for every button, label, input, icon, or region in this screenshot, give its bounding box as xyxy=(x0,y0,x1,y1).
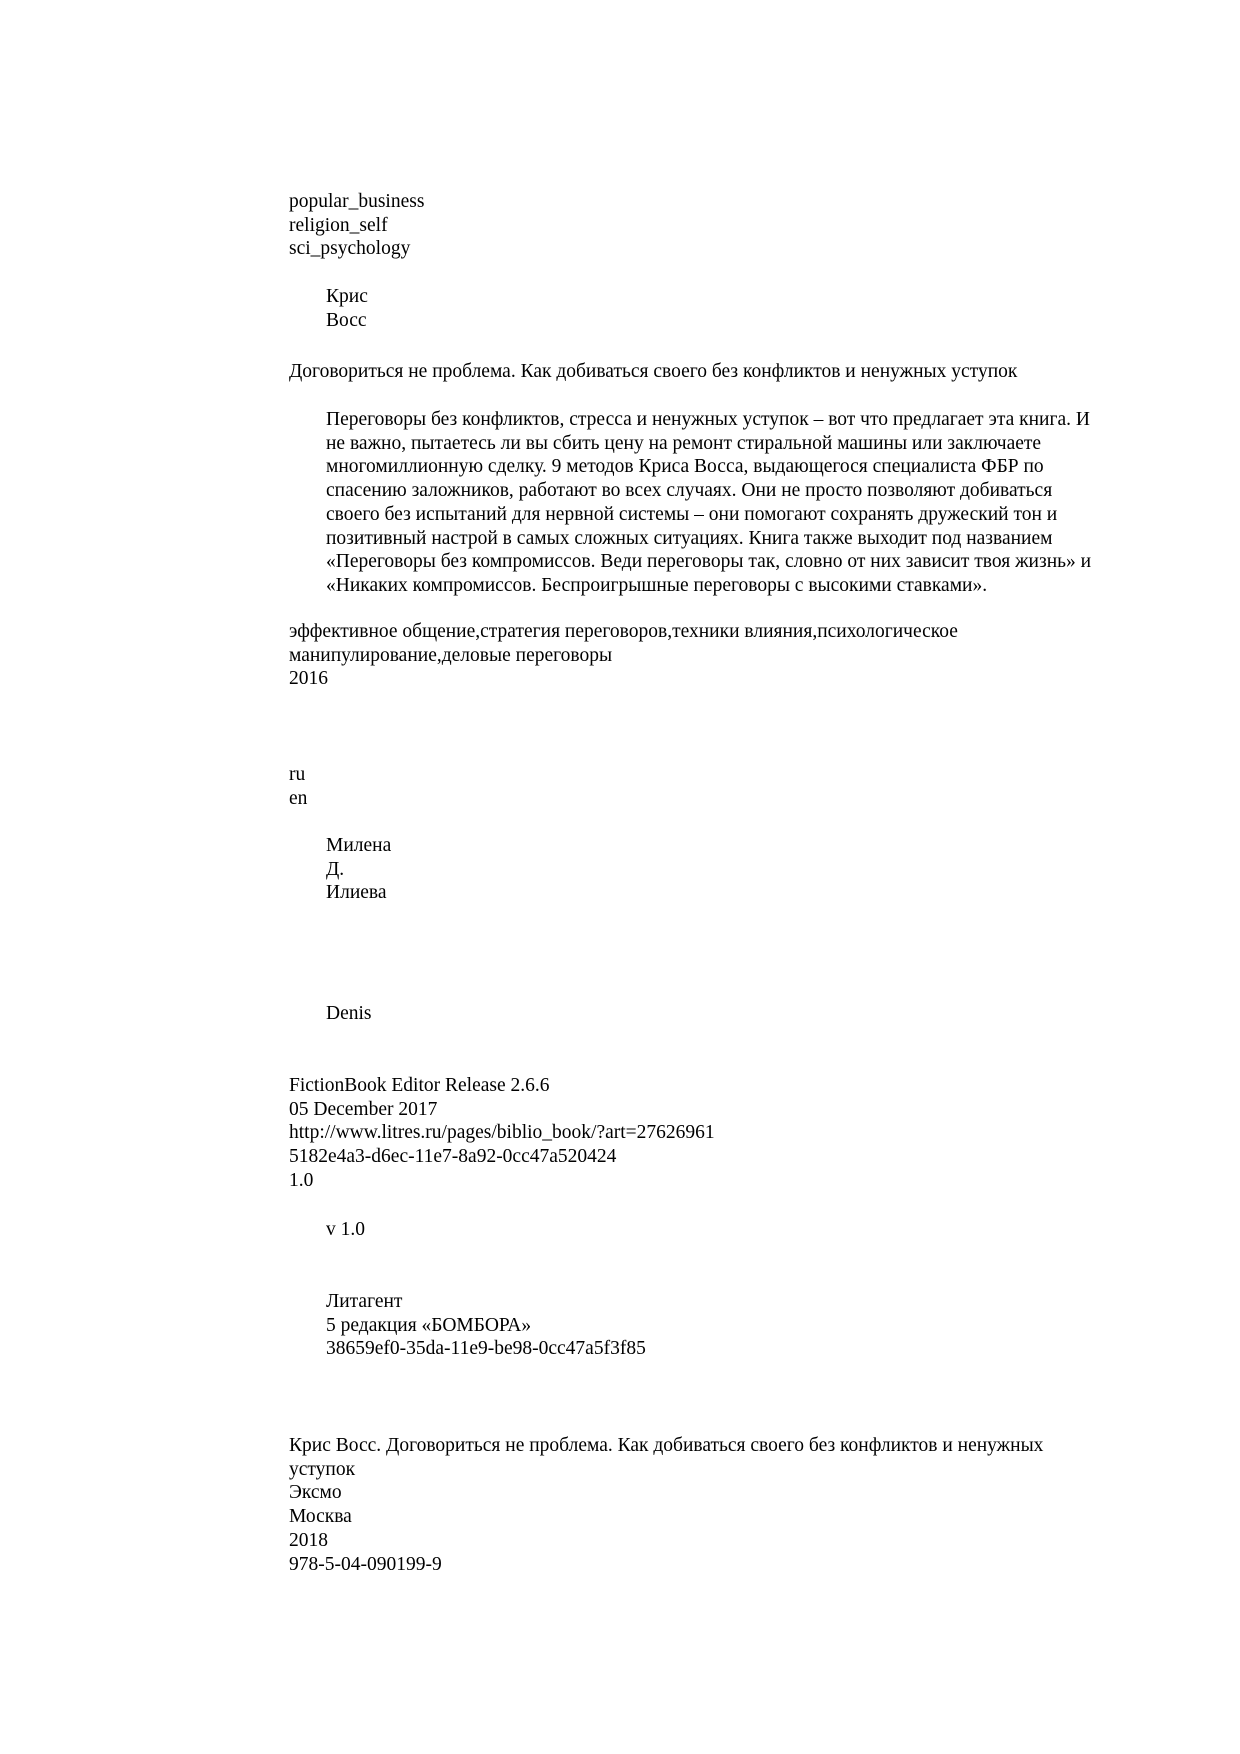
genre: sci_psychology xyxy=(289,238,411,260)
annotation-line: многомиллионную сделку. 9 методов Криса Восса, выдающегося специалиста ФБР по xyxy=(326,456,1044,478)
history: v 1.0 xyxy=(326,1219,365,1240)
keywords-line: эффективное общение,стратегия переговоров,техники влияния,психологическое xyxy=(289,621,958,642)
publish-info xyxy=(289,1434,1043,1576)
genre: religion_self xyxy=(289,214,388,236)
language-block xyxy=(289,763,307,810)
translator-last-name: Илиева xyxy=(326,882,387,904)
document-id: 5182e4a3-d6ec-11e7-8a92-0cc47a520424 xyxy=(289,1146,617,1168)
publish-city: Москва xyxy=(289,1506,352,1528)
book-name-line: Крис Восс. Договориться не проблема. Как добиваться своего без конфликтов и ненужных xyxy=(289,1435,1044,1456)
lang: ru xyxy=(289,764,306,785)
annotation-line: не важно, пытаетесь ли вы сбить цену на ремонт стиральной машины или заключаете xyxy=(326,432,1042,454)
translator-middle-name: Д. xyxy=(326,858,345,880)
document-date: 05 December 2017 xyxy=(289,1098,438,1120)
publisher-id: 38659ef0-35da-11e9-be98-0cc47a5f3f85 xyxy=(326,1338,646,1360)
year: 2016 xyxy=(289,668,328,690)
genre: popular_business xyxy=(289,191,425,212)
annotation-line: позитивный настрой в самых сложных ситуациях. Книга также выходит под названием xyxy=(326,527,1053,549)
book-name-line: уступок xyxy=(289,1458,356,1480)
src-lang: en xyxy=(289,787,308,809)
publish-year: 2018 xyxy=(289,1529,328,1551)
translator-block xyxy=(326,834,391,905)
author-last-name: Восс xyxy=(326,309,367,331)
document-version: 1.0 xyxy=(289,1169,314,1191)
annotation xyxy=(326,408,1091,598)
annotation-line: «Никаких компромиссов. Беспроигрышные переговоры с высокими ставками». xyxy=(326,574,988,596)
document-author-nickname: Denis xyxy=(326,1003,372,1024)
annotation-line: Переговоры без конфликтов, стресса и ненужных уступок – вот что предлагает эта книга. И xyxy=(326,409,1090,430)
isbn: 978-5-04-090199-9 xyxy=(289,1553,442,1575)
genre-list xyxy=(289,190,424,261)
book-title: Договориться не проблема. Как добиваться своего без конфликтов и ненужных уступок xyxy=(289,361,1018,382)
publisher-block xyxy=(326,1290,646,1361)
translator-first-name: Милена xyxy=(326,835,392,856)
publisher-first-name: Литагент xyxy=(326,1291,403,1312)
annotation-line: «Переговоры без компромиссов. Веди переговоры так, словно от них зависит твоя жизнь» и xyxy=(326,551,1092,573)
keywords-line: манипулирование,деловые переговоры xyxy=(289,644,613,666)
document-info xyxy=(289,1074,715,1193)
source-url: http://www.litres.ru/pages/biblio_book/?art=27626961 xyxy=(289,1122,715,1144)
author-first-name: Крис xyxy=(326,286,368,307)
publisher-middle-name: 5 редакция «БОМБОРА» xyxy=(326,1314,532,1336)
annotation-line: своего без испытаний для нервной системы – они помогают сохранять дружеский тон и xyxy=(326,503,1058,525)
publish-publisher: Эксмо xyxy=(289,1482,342,1504)
program-used: FictionBook Editor Release 2.6.6 xyxy=(289,1075,550,1096)
author-block xyxy=(326,285,368,332)
keywords xyxy=(289,620,958,691)
annotation-line: спасению заложников, работают во всех случаях. Они не просто позволяют добиваться xyxy=(326,480,1053,502)
